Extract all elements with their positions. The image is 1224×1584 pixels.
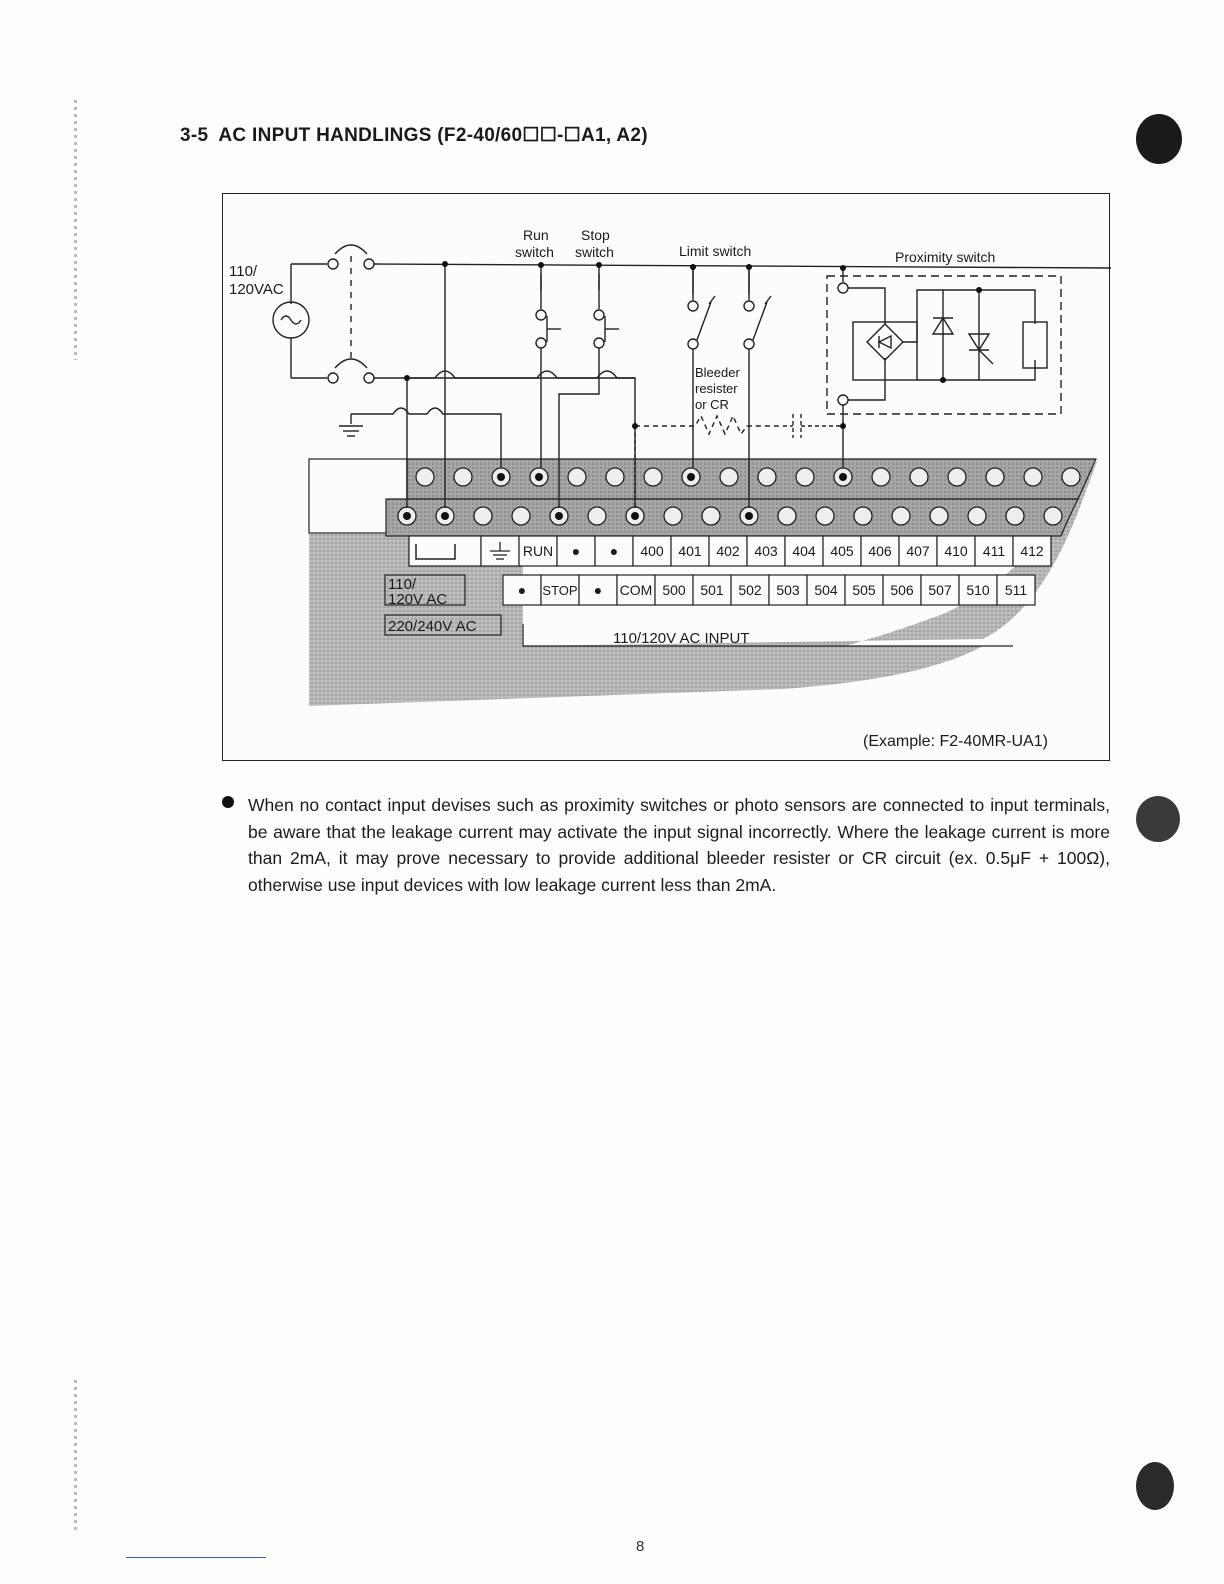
terminal-label: ● bbox=[571, 543, 581, 559]
terminal-label: 403 bbox=[754, 543, 778, 559]
wiring-diagram-svg bbox=[223, 194, 1111, 762]
terminal-label: 400 bbox=[640, 543, 664, 559]
terminal-label: 411 bbox=[982, 543, 1006, 559]
section-title: AC INPUT HANDLINGS (F2-40/60☐☐-☐A1, A2) bbox=[218, 125, 648, 146]
voltage-label-110-line1: 110/ bbox=[388, 576, 417, 593]
proximity-switch-label: Proximity switch bbox=[895, 249, 996, 265]
wiring-diagram bbox=[222, 193, 1110, 761]
punch-hole-middle bbox=[1136, 796, 1180, 842]
voltage-label-110-line2: 120V AC bbox=[388, 591, 448, 608]
terminal-label: ● bbox=[609, 543, 619, 559]
limit-switch-label: Limit switch bbox=[679, 243, 752, 259]
terminal-label: 504 bbox=[814, 582, 838, 598]
terminal-label: 505 bbox=[852, 582, 876, 598]
bleeder-line3: or CR bbox=[695, 397, 729, 412]
terminal-label: RUN bbox=[522, 543, 554, 559]
stop-switch-line2: switch bbox=[575, 244, 614, 260]
bleeder-line2: resister bbox=[695, 381, 738, 396]
terminal-labels-upper bbox=[519, 536, 1051, 566]
terminal-label: 401 bbox=[678, 543, 702, 559]
terminal-label: STOP bbox=[542, 583, 578, 598]
stop-switch-line1: Stop bbox=[581, 227, 610, 243]
terminal-label: 511 bbox=[1004, 582, 1028, 598]
terminal-label: 507 bbox=[928, 582, 952, 598]
plc-body-lower bbox=[309, 646, 983, 706]
terminal-label: 405 bbox=[830, 543, 854, 559]
terminal-label: 404 bbox=[792, 543, 816, 559]
terminal-label: 502 bbox=[738, 582, 762, 598]
terminal-label: 406 bbox=[868, 543, 892, 559]
terminal-label: 407 bbox=[906, 543, 930, 559]
terminal-label: 503 bbox=[776, 582, 800, 598]
example-caption: (Example: F2-40MR-UA1) bbox=[863, 733, 1048, 750]
terminal-label: 510 bbox=[966, 582, 990, 598]
bleeder-line1: Bleeder bbox=[695, 365, 740, 380]
run-switch-line2: switch bbox=[515, 244, 554, 260]
page-number: 8 bbox=[636, 1538, 645, 1555]
body-paragraph: When no contact input devises such as proximity switches or photo sensors are connected to input terminals, be aware that the leakage current may activate the input signal incorrectly. Where the leakage current is more than 2mA, it may prove necessary to provide additional bleeder resister or CR circuit (ex. 0.5μF + 100Ω), otherwise use input devices with low leakage current less than 2mA. bbox=[248, 795, 1110, 895]
supply-label-line2: 120VAC bbox=[229, 281, 284, 298]
punch-hole-bottom bbox=[1136, 1462, 1174, 1510]
bullet-icon bbox=[222, 796, 234, 808]
terminal-label: ● bbox=[517, 582, 527, 598]
terminal-label: 506 bbox=[890, 582, 914, 598]
terminal-label: 410 bbox=[944, 543, 968, 559]
terminal-label: 500 bbox=[662, 582, 686, 598]
supply-label-line1: 110/ bbox=[229, 263, 258, 280]
scan-edge-mark-lower bbox=[74, 1380, 77, 1530]
terminal-label: COM bbox=[619, 582, 653, 598]
proximity-switch bbox=[827, 276, 1061, 468]
section-number: 3-5 bbox=[180, 125, 209, 146]
terminal-label: 412 bbox=[1020, 543, 1044, 559]
footer-rule bbox=[126, 1557, 266, 1558]
terminal-label: ● bbox=[593, 582, 603, 598]
voltage-label-220: 220/240V AC bbox=[388, 618, 477, 635]
punch-hole-top bbox=[1136, 114, 1182, 164]
section-heading bbox=[180, 124, 648, 147]
terminal-label: 501 bbox=[700, 582, 724, 598]
input-label: 110/120V AC INPUT bbox=[613, 630, 750, 647]
terminal-labels-lower bbox=[503, 575, 1035, 605]
run-switch-line1: Run bbox=[523, 227, 549, 243]
scan-edge-mark bbox=[74, 100, 77, 360]
terminal-label: 402 bbox=[716, 543, 740, 559]
terminal-label-row-1 bbox=[409, 536, 519, 566]
